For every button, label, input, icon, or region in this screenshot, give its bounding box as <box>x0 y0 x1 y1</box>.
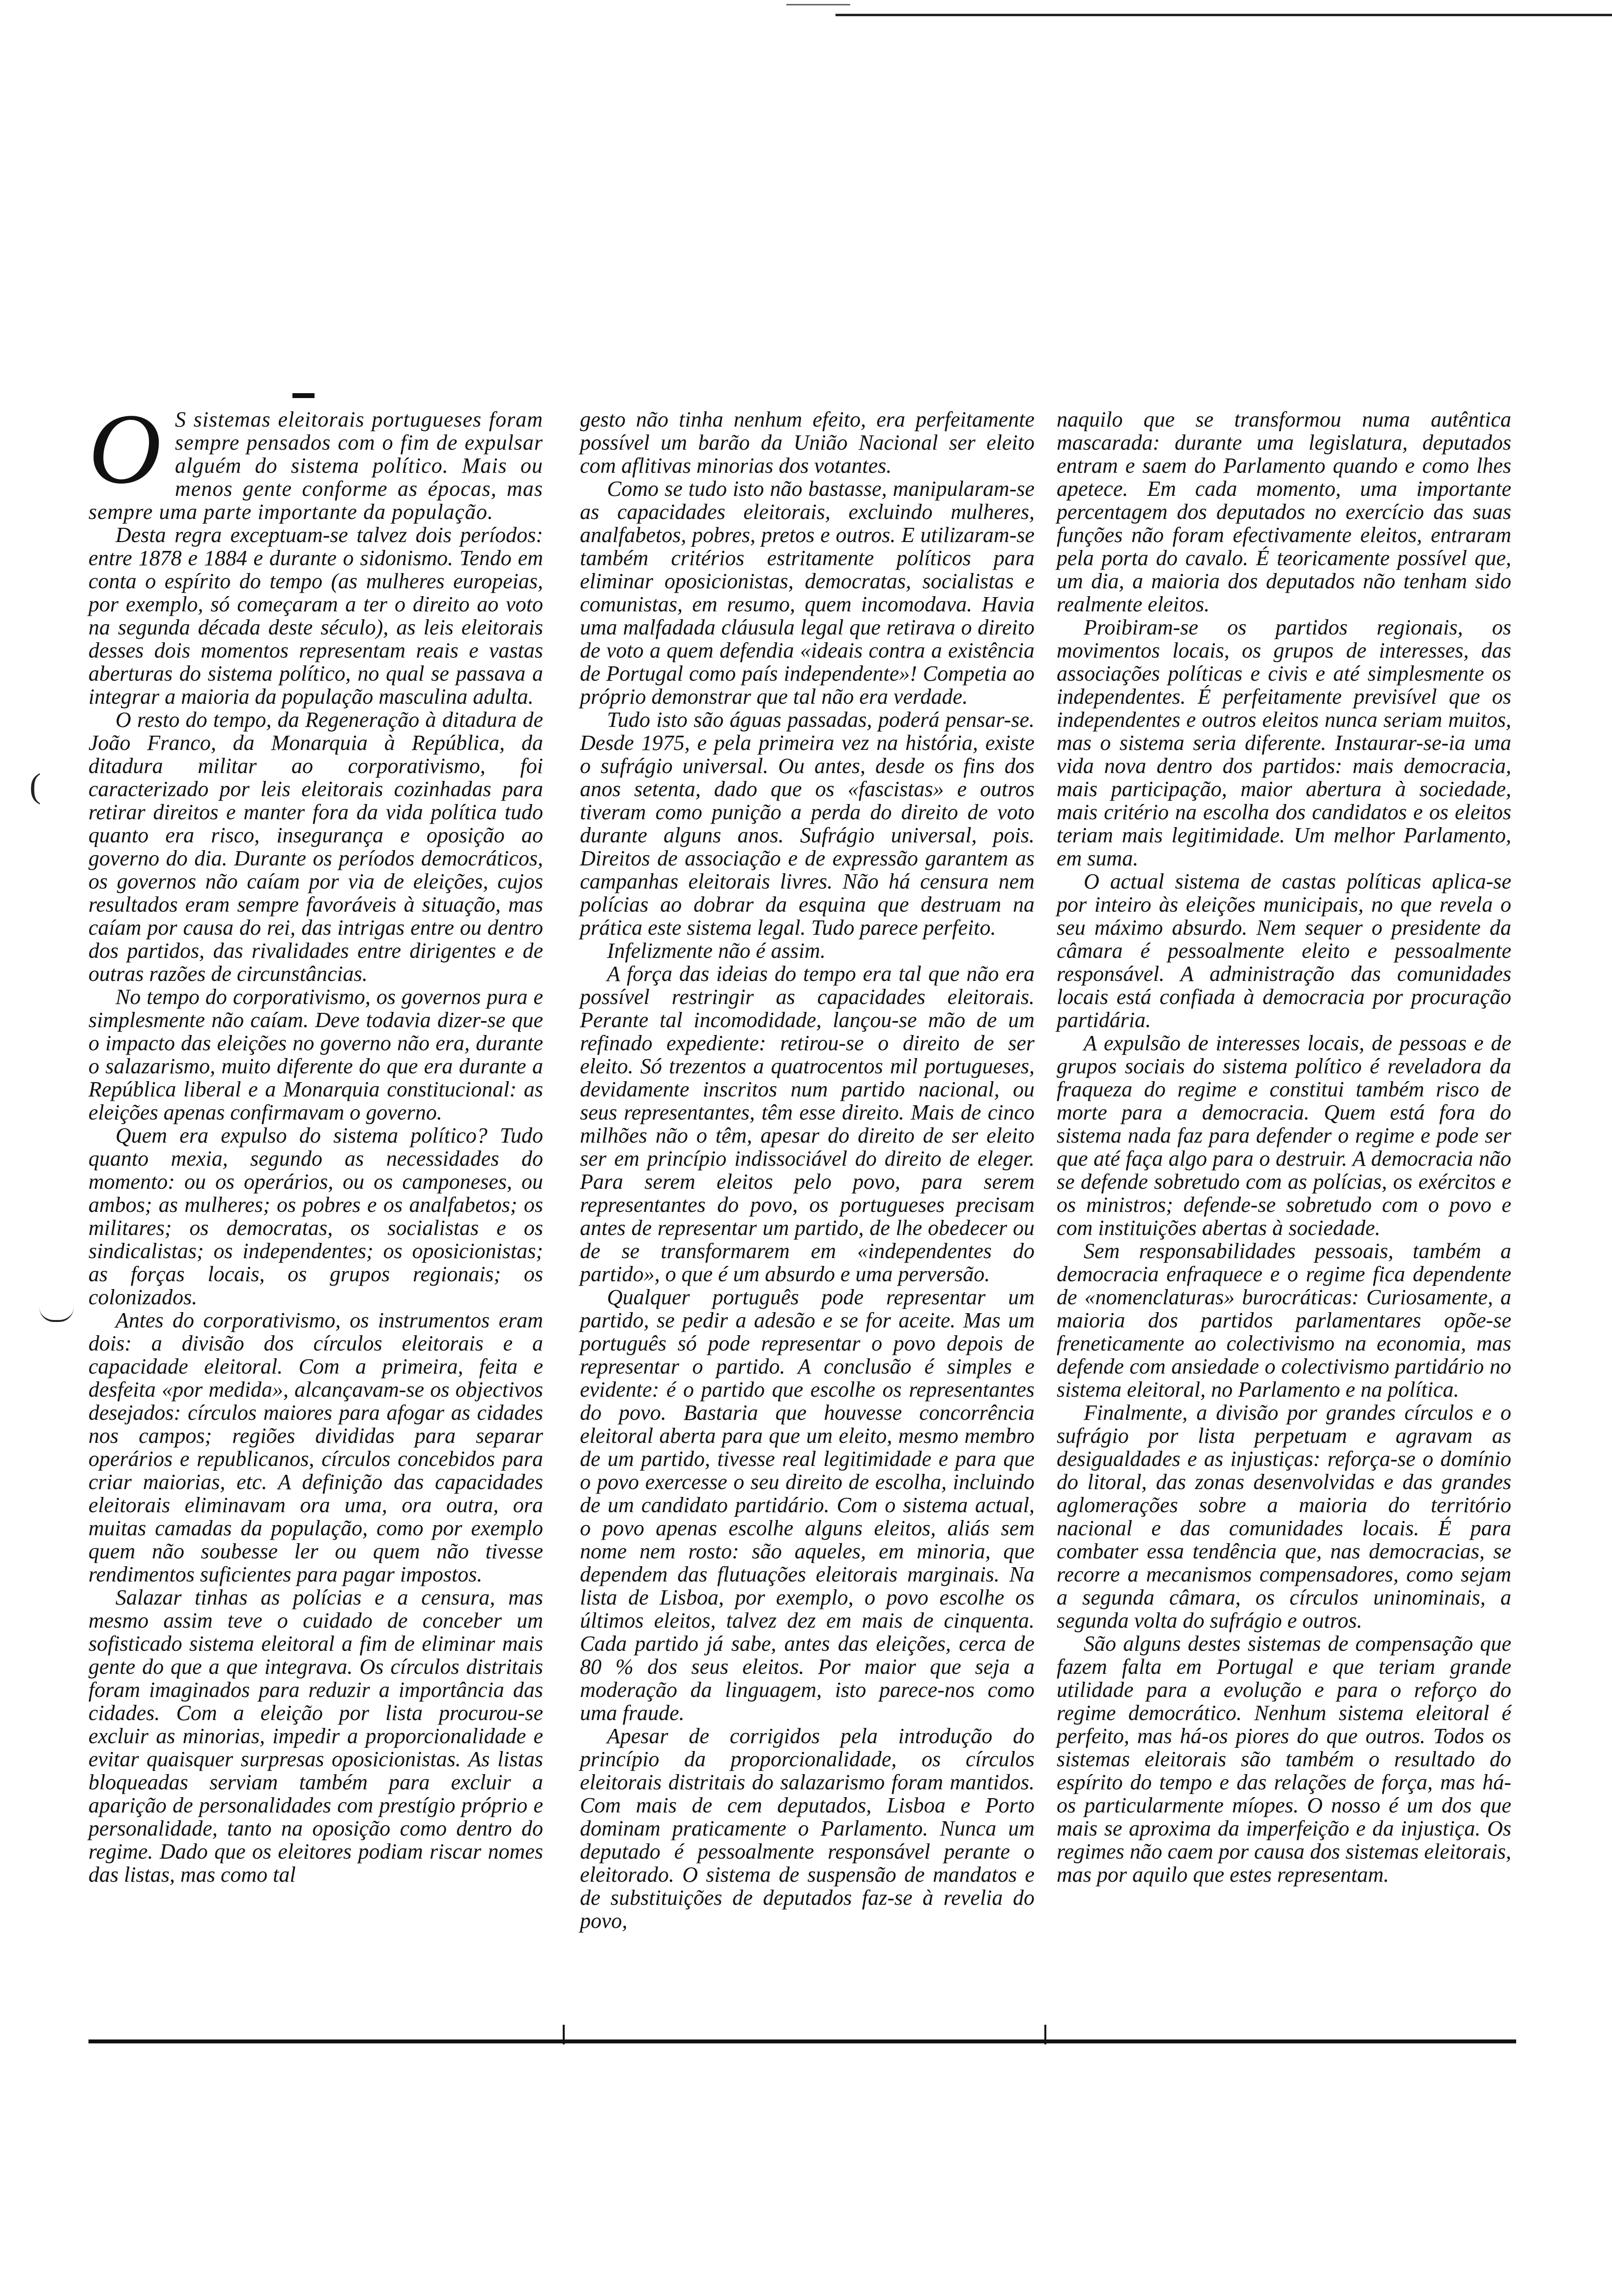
paragraph: Quem era expulso do sistema político? Tudo quanto mexia, segundo as necessidades do momento: ou os operários, ou os camponeses, ou ambos; as mulheres; os pobres e os analfabetos; os militares; os democratas, os socialistas e os sindicalistas; os independentes; os oposicionistas; as forças locais, os grupos regionais; os colonizados. <box>88 1123 543 1309</box>
paragraph: Proibiram-se os partidos regionais, os movimentos locais, os grupos de interesses, das associações políticas e civis e até simplesmente os independentes. É perfeitamente previsível que os independentes e outros eleitos nunca seriam muitos, mas o sistema seria diferente. Instaurar-se-ia uma vida nova dentro dos partidos: mais democracia, mais participação, maior abertura à sociedade, mais critério na escolha dos candidatos e os eleitos teriam mais legitimidade. Um melhor Parlamento, em suma. <box>1057 615 1511 870</box>
margin-curve-mark <box>39 1307 74 1322</box>
paragraph: Antes do corporativismo, os instrumentos eram dois: a divisão dos círculos eleitorais e a capacidade eleitoral. Com a primeira, feita e desfeita «por medida», alcançavam-se os objectivos desejados: círculos maiores para afogar as cidades nos campos; regiões divididas para separar operários e republicanos, círculos concebidos para criar maiorias, etc. A definição das capacidades eleitorais eliminavam ora uma, ora outra, ora muitas camadas da população, como por exemplo quem não soubesse ler ou quem não tivesse rendimentos suficientes para pagar impostos. <box>88 1308 543 1586</box>
paragraph: gesto não tinha nenhum efeito, era perfeitamente possível um barão da União Nacional ser eleito com aflitivas minorias dos votantes. <box>580 407 1035 478</box>
margin-bracket-mark: ( <box>29 767 41 805</box>
paragraph: O resto do tempo, da Regeneração à ditadura de João Franco, da Monarquia à República, da ditadura militar ao corporativismo, foi caracterizado por leis eleitorais cozinhadas para retirar direitos e manter fora da vida política tudo quanto era risco, insegurança e oposição ao governo do dia. Durante os períodos democráticos, os governos não caíam por via de eleições, cujos resultados eram sempre favoráveis à situação, mas caíam por causa do rei, das intrigas entre ou dentro dos partidos, das rivalidades entre dirigentes e de outras razões de circunstâncias. <box>88 708 543 986</box>
paragraph: Salazar tinhas as polícias e a censura, mas mesmo assim teve o cuidado de conceber um sofisticado sistema eleitoral a fim de eliminar mais gente do que a que integrava. Os círculos distritais foram imaginados para reduzir a importância das cidades. Com a eleição por lista procurou-se excluir as minorias, impedir a proporcionalidade e evitar quaisquer surpresas oposicionistas. As listas bloqueadas serviam também para excluir a aparição de personalidades com prestígio próprio e personalidade, tanto na oposição como dentro do regime. Dado que os eleitores podiam riscar nomes das listas, mas como tal <box>88 1585 543 1887</box>
paragraph: O S sistemas eleitorais portugueses foram sempre pensados com o fim de expulsar alguém do sistema político. Mais ou menos gente conforme as épocas, mas sempre uma parte importante da população. <box>88 393 543 524</box>
bottom-rule <box>88 2039 1516 2043</box>
paragraph: Finalmente, a divisão por grandes círculos e o sufrágio por lista perpetuam e agravam as desigualdades e as injustiças: reforça-se o domínio do litoral, das zonas desenvolvidas e das grandes aglomerações sobre a maioria do território nacional e das comunidades locais. É para combater essa tendência que, nas democracias, se recorre a mecanismos compensadores, como sejam a segunda câmara, os círculos uninominais, a segunda volta do sufrágio e outros. <box>1057 1401 1511 1633</box>
paragraph: Qualquer português pode representar um partido, se pedir a adesão e se for aceite. Mas um português só pode representar o povo depois de representar o partido. A conclusão é simples e evidente: é o partido que escolhe os representantes do povo. Bastaria que houvesse concorrência eleitoral aberta para que um eleito, mesmo membro de um partido, tivesse real legitimidade e para que o povo exercesse o seu direito de escolha, incluindo de um candidato partidário. Com o sistema actual, o povo apenas escolhe alguns eleitos, aliás sem nome nem rosto: são aqueles, em minoria, que dependem das flutuações eleitorais marginais. Na lista de Lisboa, por exemplo, o povo escolhe os últimos eleitos, talvez dez em mais de cinquenta. Cada partido já sabe, antes das eleições, cerca de 80 % dos seus eleitos. Por maior que seja a moderação da linguagem, isto parece-nos como uma fraude. <box>580 1285 1035 1725</box>
paragraph: Infelizmente não é assim. <box>607 939 826 963</box>
article-column-3 <box>1057 408 1511 1886</box>
paragraph: Como se tudo isto não bastasse, manipularam-se as capacidades eleitorais, excluindo mulheres, analfabetos, pobres, pretos e outros. E utilizaram-se também critérios estritamente políticos para eliminar oposicionistas, democratas, socialistas e comunistas, em resumo, quem incomodava. Havia uma malfadada cláusula legal que retirava o direito de voto a quem defendia «ideais contra a existência de Portugal como país independente»! Competia ao próprio demonstrar que tal não era verdade. <box>580 477 1035 709</box>
paragraph: Desta regra exceptuam-se talvez dois períodos: entre 1878 e 1884 e durante o sidonismo. Tendo em conta o espírito do tempo (as mulheres europeias, por exemplo, só começaram a ter o direito ao voto na segunda década deste século), as leis eleitorais desses dois momentos representam reais e vastas aberturas do sistema político, no qual se passava a integrar a maioria da população masculina adulta. <box>88 523 543 709</box>
scan-mark-top <box>786 4 850 5</box>
article-column-1 <box>88 393 543 1887</box>
paragraph: Sem responsabilidades pessoais, também a democracia enfraquece e o regime fica dependente de «nomenclaturas» burocráticas: Curiosamente, a maioria dos partidos parlamentares opõe-se freneticamente ao colectivismo na economia, mas defende com ansiedade o colectivismo partidário no sistema eleitoral, no Parlamento e na política. <box>1057 1239 1511 1402</box>
paragraph: O actual sistema de castas políticas aplica-se por inteiro às eleições municipais, no que revela o seu máximo absurdo. Nem sequer o presidente da câmara é pessoalmente eleito e pessoalmente responsável. A administração das comunidades locais está confiada à democracia por procuração partidária. <box>1057 869 1511 1032</box>
drop-cap: O <box>88 393 162 505</box>
paragraph: naquilo que se transformou numa autêntica mascarada: durante uma legislatura, deputados entram e saem do Parlamento quando e como lhes apetece. Em cada momento, uma importante percentagem dos deputados no exercício das suas funções não foram efectivamente eleitos, entraram pela porta do cavalo. É teoricamente possível que, um dia, a maioria dos deputados não tenham sido realmente eleitos. <box>1057 407 1511 616</box>
paragraph: No tempo do corporativismo, os governos pura e simplesmente não caíam. Deve todavia dizer-se que o impacto das eleições no governo não era, durante o salazarismo, muito diferente do que era durante a República liberal e a Monarquia constitucional: as eleições apenas confirmavam o governo. <box>88 985 543 1124</box>
headline-dash <box>292 393 315 398</box>
paragraph: A expulsão de interesses locais, de pessoas e de grupos sociais do sistema político é reveladora da fraqueza do regime e constitui também risco de morte para a democracia. Quem está fora do sistema nada faz para defender o regime e pode ser que até faça algo para o destruir. A democracia não se defende sobretudo com as polícias, os exércitos e os ministros; defende-se sobretudo com o povo e com instituições abertas à sociedade. <box>1057 1031 1511 1240</box>
paragraph: A força das ideias do tempo era tal que não era possível restringir as capacidades eleitorais. Perante tal incomodidade, lançou-se mão de um refinado expediente: retirou-se o direito de ser eleito. Só trezentos a quatrocentos mil portugueses, devidamente inscritos num partido nacional, ou seus representantes, têm esse direito. Mais de cinco milhões não o têm, apesar do direito de ser eleito ser em princípio indissociável do direito de eleger. Para serem eleitos pelo povo, para serem representantes do povo, os portugueses precisam antes de representar um partido, de lhe obedecer ou de se transformarem em «independentes do partido», o que é um absurdo e uma perversão. <box>580 962 1035 1286</box>
paragraph: Tudo isto são águas passadas, poderá pensar-se. Desde 1975, e pela primeira vez na história, existe o sufrágio universal. Ou antes, desde os fins dos anos setenta, dado que os «fascistas» e outros tiveram como punição a perda do direito de voto durante alguns anos. Sufrágio universal, pois. Direitos de associação e de expressão garantem as campanhas eleitorais livres. Não há censura nem polícias ao dobrar da esquina que destruam na prática este sistema legal. Tudo parece perfeito. <box>580 708 1035 940</box>
paragraph: Apesar de corrigidos pela introdução do princípio da proporcionalidade, os círculos eleitorais distritais do salazarismo foram mantidos. Com mais de cem deputados, Lisboa e Porto dominam praticamente o Parlamento. Nunca um deputado é pessoalmente responsável perante o eleitorado. O sistema de suspensão de mandatos e de substituições de deputados faz-se à revelia do povo, <box>580 1724 1035 1933</box>
article-column-2 <box>580 408 1035 1932</box>
page-edge-line <box>835 14 1612 16</box>
paragraph: São alguns destes sistemas de compensação que fazem falta em Portugal e que teriam grande utilidade para a evolução e para o reforço do regime democrático. Nenhum sistema eleitoral é perfeito, mas há-os piores do que outros. Todos os sistemas eleitorais são também o resultado do espírito do tempo e das relações de força, mas há-os particularmente míopes. O nosso é um dos que mais se aproxima da imperfeição e da injustiça. Os regimes não caem por causa dos sistemas eleitorais, mas por aquilo que estes representam. <box>1057 1632 1511 1887</box>
